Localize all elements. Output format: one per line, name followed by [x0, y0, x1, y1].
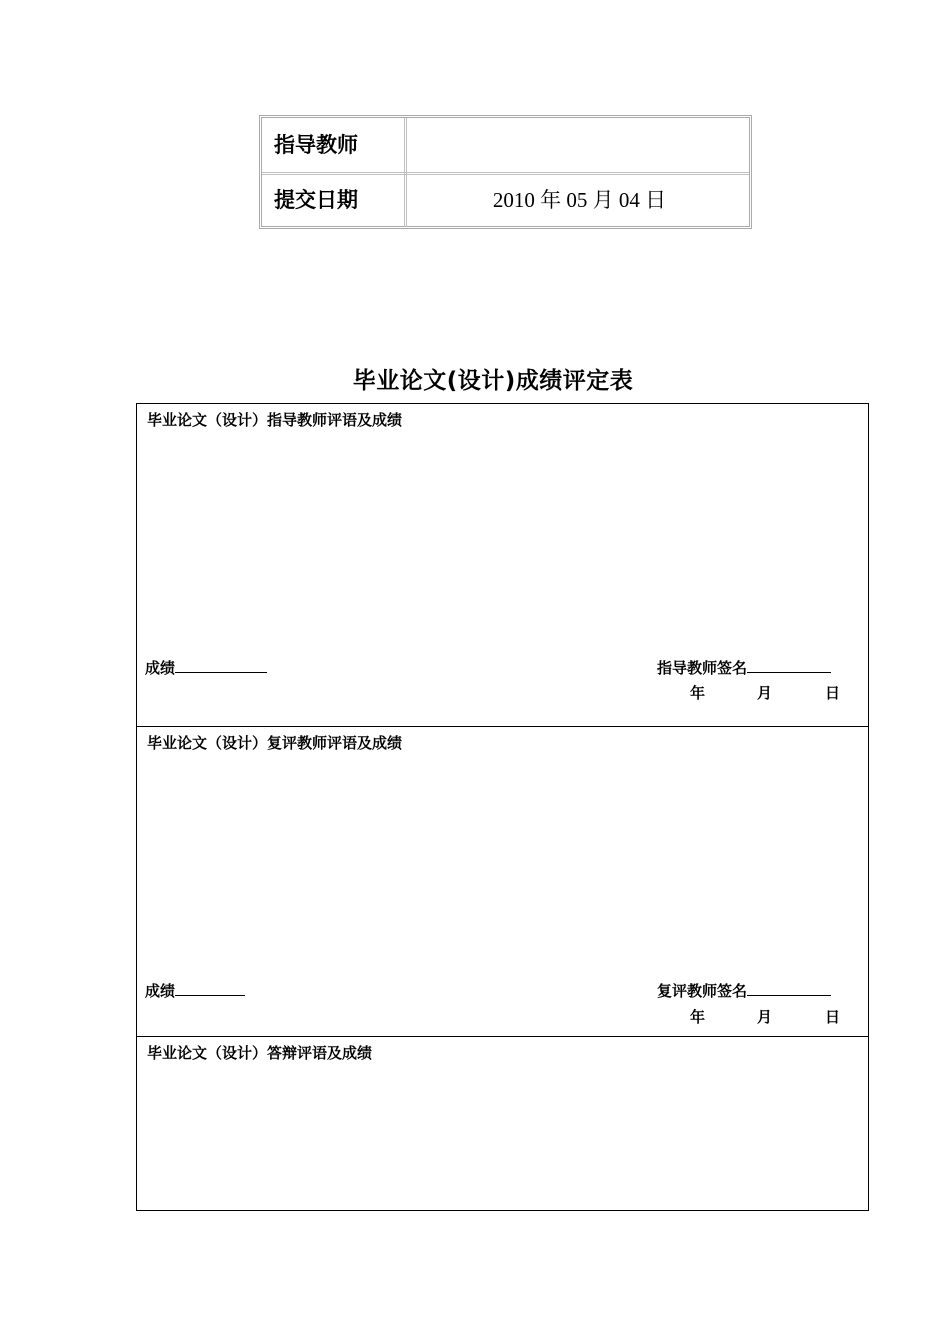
submit-date-label: 提交日期: [262, 173, 407, 227]
section-heading: 毕业论文（设计）答辩评语及成绩: [147, 1044, 373, 1062]
grade-blank: [175, 981, 245, 996]
date-year: 年: [690, 1008, 706, 1026]
date-day: 日: [825, 684, 841, 702]
date-year: 年: [690, 684, 706, 702]
date-month: 月: [757, 1008, 773, 1026]
date-month: 月: [757, 684, 773, 702]
grade-field: [145, 657, 267, 678]
info-table: [259, 115, 752, 229]
submit-date-row: [262, 173, 749, 227]
advisor-comment-section: [137, 404, 868, 727]
advisor-label: 指导教师: [262, 118, 407, 172]
evaluation-table: [136, 403, 869, 1211]
advisor-value: [410, 118, 749, 172]
signature-field: [657, 980, 831, 1001]
signature-field: [657, 657, 831, 678]
signature-blank: [747, 981, 831, 996]
date-day: 日: [825, 1008, 841, 1026]
page-title: 毕业论文(设计)成绩评定表: [352, 368, 634, 394]
submit-date-value: 2010 年 05 月 04 日: [492, 188, 667, 212]
signature-label: 指导教师签名: [657, 659, 748, 677]
grade-label: 成绩: [145, 982, 176, 1000]
grade-field: [145, 980, 245, 1001]
signature-label: 复评教师签名: [657, 982, 748, 1000]
signature-blank: [747, 658, 831, 673]
defense-comment-section: [137, 1037, 868, 1210]
section-heading: 毕业论文（设计）指导教师评语及成绩: [147, 411, 403, 429]
advisor-row: [262, 118, 749, 175]
grade-blank: [175, 658, 267, 673]
review-comment-section: [137, 727, 868, 1037]
section-heading: 毕业论文（设计）复评教师评语及成绩: [147, 734, 403, 752]
grade-label: 成绩: [145, 659, 176, 677]
